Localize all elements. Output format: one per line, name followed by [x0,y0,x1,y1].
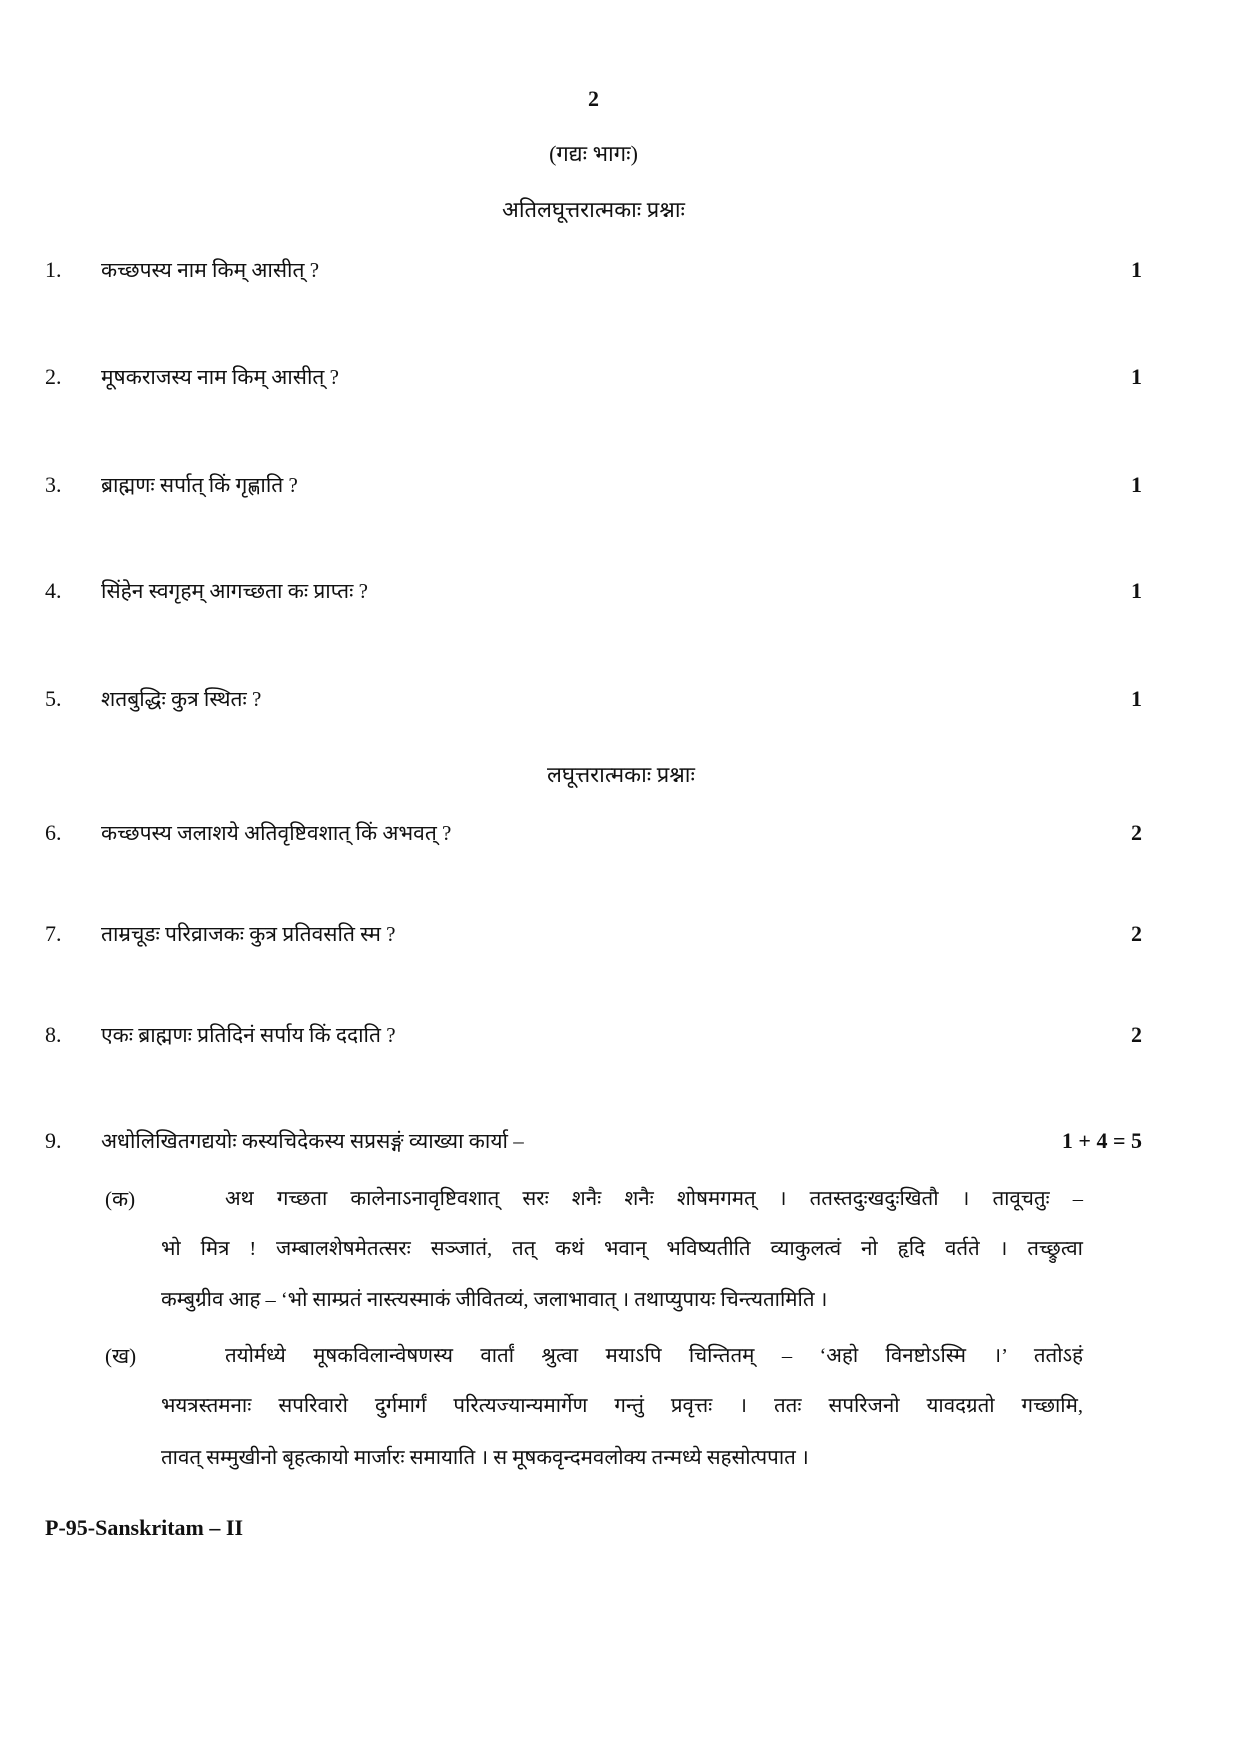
subheading-short-answer: लघूत्तरात्मकाः प्रश्नाः [547,762,695,787]
passage-line: अथ गच्छता कालेनाऽनावृष्टिवशात् सरः शनैः शनैः शोषमगमत् । ततस्तदुःखदुःखितौ । तावूचतुः – [225,1188,1083,1210]
passage-label: (क) [105,1187,136,1211]
question-marks: 2 [1131,1022,1142,1047]
passage-kha-line-3 [0,1443,1241,1473]
subheading-row-1 [0,195,1241,225]
question-row-8 [0,1020,1241,1050]
question-number: 7. [45,921,62,946]
section-title: (गद्यः भागः) [549,141,638,166]
passage-kha-line-1 [0,1341,1241,1371]
question-number: 5. [45,686,62,711]
passage-line: भयत्रस्तमनाः सपरिवारो दुर्गमार्गं परित्यज्यान्यमार्गेण गन्तुं प्रवृत्तः । ततः सपरिजनो यावदग्रतो गच्छामि, [161,1395,1083,1417]
question-marks: 1 + 4 = 5 [1061,1128,1142,1153]
question-text: ब्राह्मणः सर्पात् किं गृह्णाति ? [101,473,298,497]
question-row-5 [0,684,1241,714]
question-marks: 2 [1131,921,1142,946]
passage-line: तयोर्मध्ये मूषकविलान्वेषणस्य वार्तां श्रुत्वा मयाऽपि चिन्तितम् – ‘अहो विनष्टोऽस्मि ।’ ततोऽहं [225,1345,1083,1367]
footer-row [0,1513,1241,1543]
question-number: 4. [45,578,62,603]
question-number: 8. [45,1022,62,1047]
question-row-9 [0,1126,1241,1156]
question-text: ताम्रचूडः परिव्राजकः कुत्र प्रतिवसति स्म ? [101,922,396,946]
section-title-row [0,139,1241,169]
question-number: 1. [45,257,62,282]
passage-ka-line-1 [0,1184,1241,1214]
question-marks: 1 [1131,364,1142,389]
passage-ka-line-3 [0,1285,1241,1315]
question-text: कच्छपस्य जलाशये अतिवृष्टिवशात् किं अभवत् ? [101,821,452,845]
subheading-row-2 [0,760,1241,790]
question-text: शतबुद्धिः कुत्र स्थितः ? [101,687,262,711]
question-marks: 1 [1131,686,1142,711]
paper-code-footer: P-95-Sanskritam – II [45,1515,244,1540]
question-number: 9. [45,1128,62,1153]
page-number-row [0,84,1241,114]
question-number: 2. [45,364,62,389]
passage-line: कम्बुग्रीव आह – ‘भो साम्प्रतं नास्त्यस्माकं जीवितव्यं, जलाभावात् । तथाप्युपायः चिन्त्यतामिति । [161,1289,828,1311]
question-row-2 [0,362,1241,392]
question-number: 6. [45,820,62,845]
question-text: कच्छपस्य नाम किम् आसीत् ? [101,258,320,282]
question-text: सिंहेन स्वगृहम् आगच्छता कः प्राप्तः ? [101,579,368,603]
subheading-very-short-answer: अतिलघूत्तरात्मकाः प्रश्नाः [502,197,685,222]
question-row-3 [0,470,1241,500]
question-marks: 1 [1131,257,1142,282]
passage-label: (ख) [105,1344,137,1368]
passage-kha-line-2 [0,1391,1241,1421]
question-marks: 2 [1131,820,1142,845]
page-number: 2 [588,86,599,111]
question-marks: 1 [1131,578,1142,603]
question-row-7 [0,919,1241,949]
question-number: 3. [45,472,62,497]
passage-line: भो मित्र ! जम्बालशेषमेतत्सरः सञ्जातं, तत् कथं भवान् भविष्यतीति व्याकुलत्वं नो हृदि वर्तते । तच्छ्रुत्वा [161,1238,1083,1260]
question-marks: 1 [1131,472,1142,497]
question-row-4 [0,576,1241,606]
passage-line: तावत् सम्मुखीनो बृहत्कायो मार्जारः समायाति । स मूषकवृन्दमवलोक्य तन्मध्ये सहसोत्पपात । [161,1447,809,1469]
question-row-6 [0,818,1241,848]
question-text: मूषकराजस्य नाम किम् आसीत् ? [101,365,339,389]
question-text: अधोलिखितगद्ययोः कस्यचिदेकस्य सप्रसङ्गं व्याख्या कार्या – [101,1129,524,1153]
question-row-1 [0,255,1241,285]
passage-ka-line-2 [0,1234,1241,1264]
question-text: एकः ब्राह्मणः प्रतिदिनं सर्पाय किं ददाति ? [101,1023,396,1047]
